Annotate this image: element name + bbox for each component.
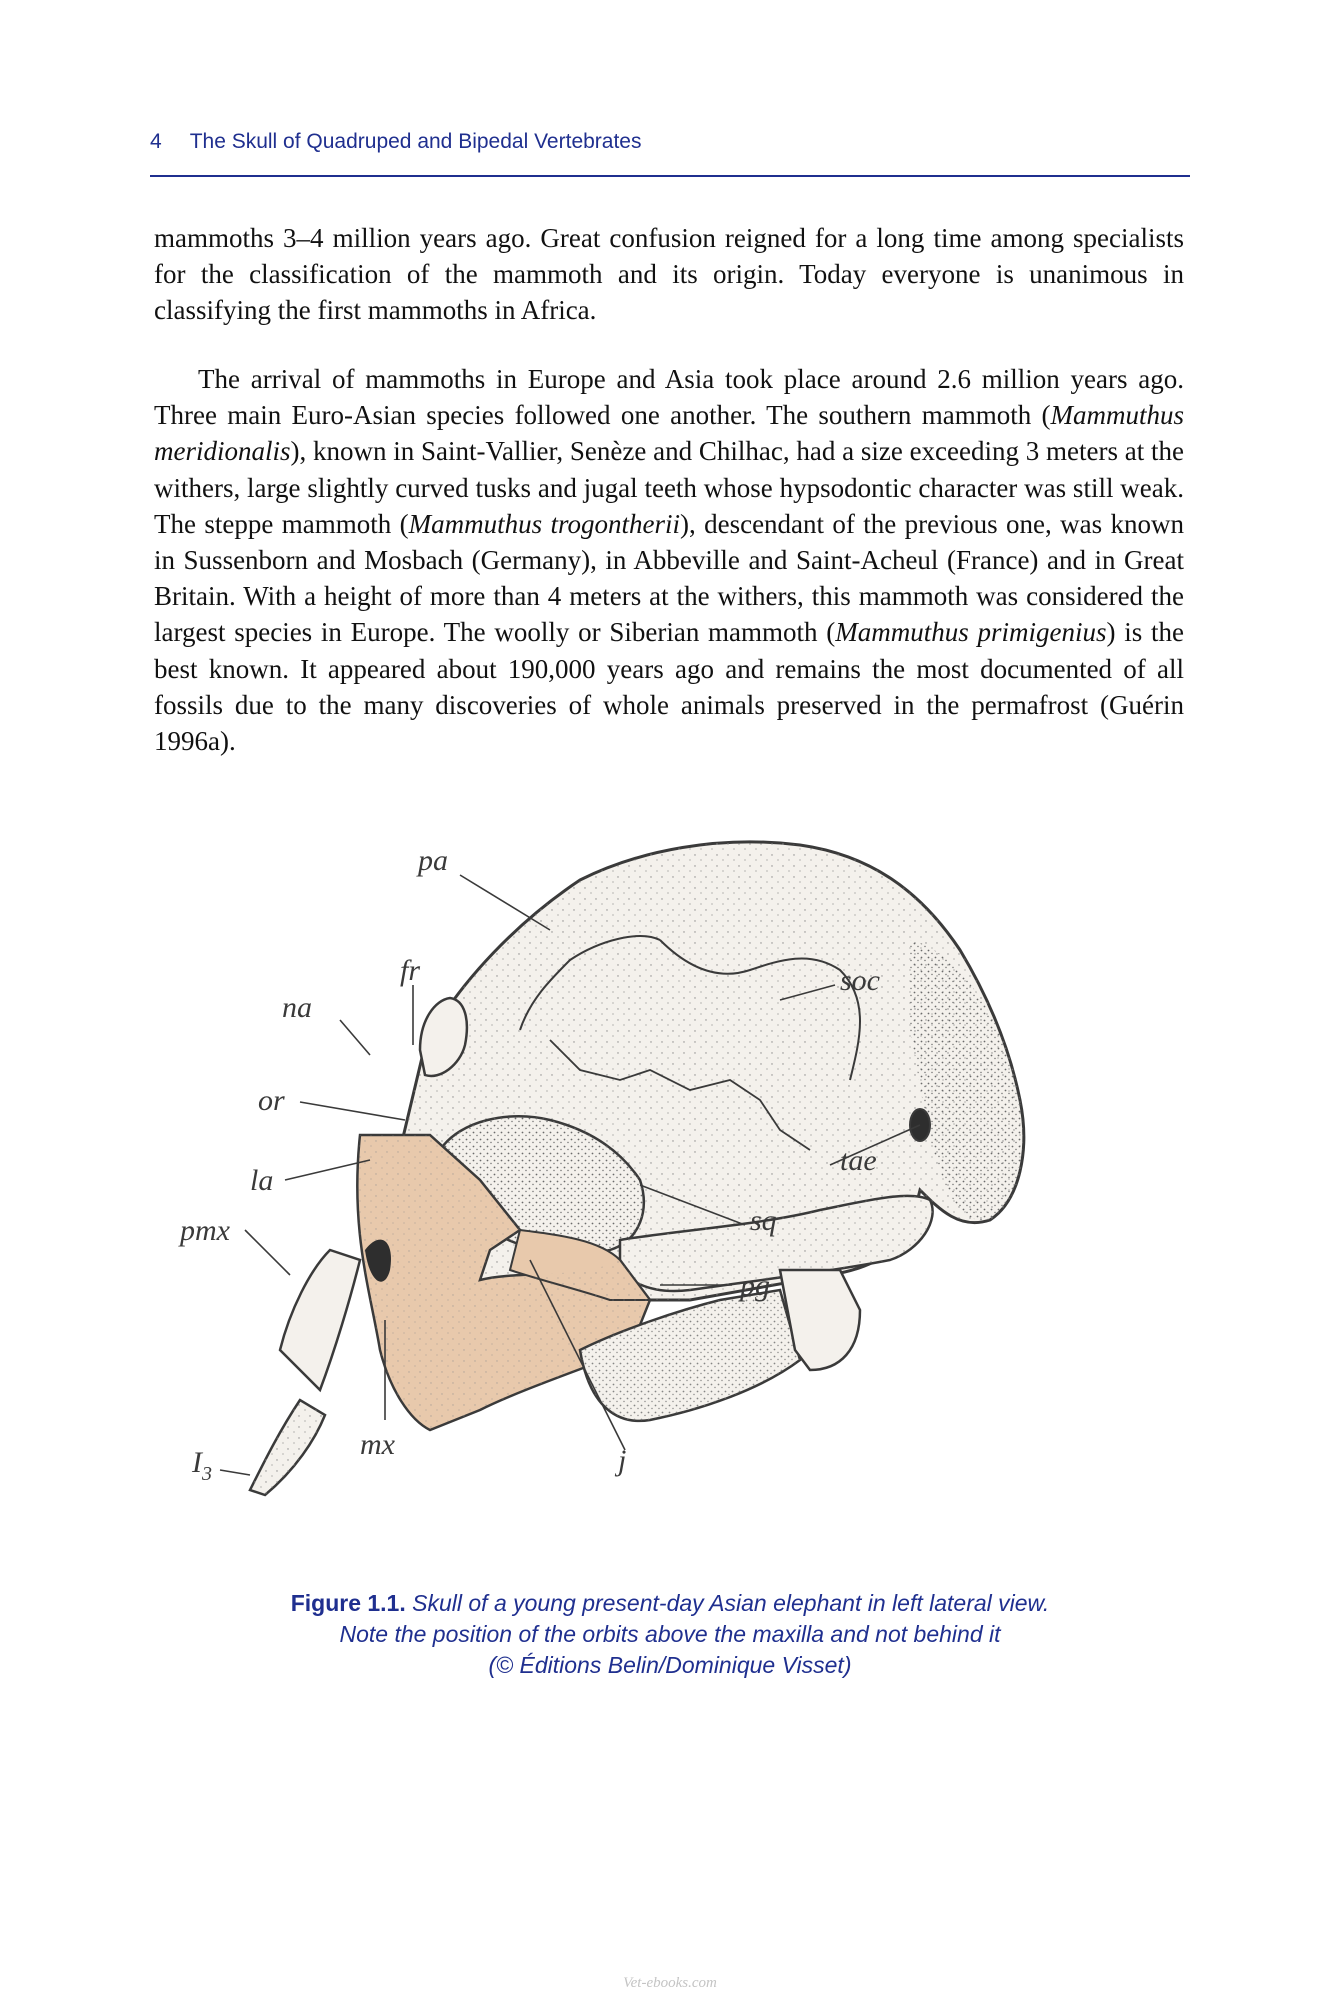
para2-text-4: ) is the best known. It appeared about 190,000 years ago and remains the most documented of all fossils due to the many discoveries of whole animals preserved in the permafrost (Guérin 1996a). — [154, 617, 1184, 757]
caption-line-2: Note the position of the orbits above the maxilla and not behind it — [339, 1621, 1001, 1647]
species-name-meridionalis: Mammuthus meridionalis — [154, 400, 1184, 467]
elephant-skull-illustration — [180, 830, 1120, 1550]
page-number: 4 — [150, 130, 162, 153]
skull-figure — [180, 830, 1120, 1550]
label-j: j — [618, 1444, 627, 1477]
label-soc: soc — [840, 964, 880, 997]
figure-caption — [150, 1588, 1190, 1681]
label-tae: tae — [840, 1144, 877, 1177]
paragraph-2 — [154, 361, 1184, 759]
running-head — [150, 130, 1190, 154]
label-i3: $I_3$ — [192, 1446, 212, 1485]
label-pmx: pmx — [180, 1214, 230, 1247]
para2-text-3: ), descendant of the previous one, was known in Sussenborn and Mosbach (Germany), in Abbeville and Saint-Acheul (France) and in Great Britain. With a height of more than 4 meters at the withers, this mammoth was considered the largest species in Europe. The woolly or Siberian mammoth ( — [154, 508, 1185, 648]
label-or: or — [258, 1084, 285, 1117]
watermark-logo: Vet-ebooks.com — [623, 1975, 717, 1991]
species-name-primigenius: Mammuthus primigenius — [835, 617, 1107, 648]
para2-text-2: ), known in Saint-Vallier, Senèze and Chilhac, had a size exceeding 3 meters at the withers, large slightly curved tusks and jugal teeth whose hypsodontic character was still weak. The steppe mammoth ( — [154, 436, 1184, 539]
book-title: The Skull of Quadruped and Bipedal Vertebrates — [189, 130, 642, 153]
premaxilla — [280, 1250, 360, 1390]
label-na: na — [282, 991, 312, 1024]
label-pa: pa — [418, 844, 448, 877]
label-sq: sq — [750, 1204, 777, 1237]
species-name-trogontherii: Mammuthus trogontherii — [408, 508, 680, 539]
caption-line-1 — [150, 1588, 1190, 1619]
paragraph-1: mammoths 3–4 million years ago. Great confusion reigned for a long time among specialists for the classification of the mammoth and its origin. Today everyone is unanimous in classifying the first mammoths in Africa. — [154, 223, 1184, 326]
caption-text-1: Skull of a young present-day Asian elephant in left lateral view. — [412, 1590, 1050, 1616]
label-pg: pg — [740, 1269, 770, 1302]
label-mx: mx — [360, 1428, 395, 1461]
label-la: la — [250, 1164, 274, 1197]
para2-text-1: The arrival of mammoths in Europe and Asia took place around 2.6 million years ago. Three main Euro-Asian species followed one another. The southern mammoth ( — [154, 364, 1184, 431]
label-fr: fr — [400, 954, 421, 987]
caption-line-3: (© Éditions Belin/Dominique Visset) — [488, 1652, 852, 1678]
figure-number: Figure 1.1. — [290, 1590, 406, 1616]
header-rule — [150, 175, 1190, 177]
